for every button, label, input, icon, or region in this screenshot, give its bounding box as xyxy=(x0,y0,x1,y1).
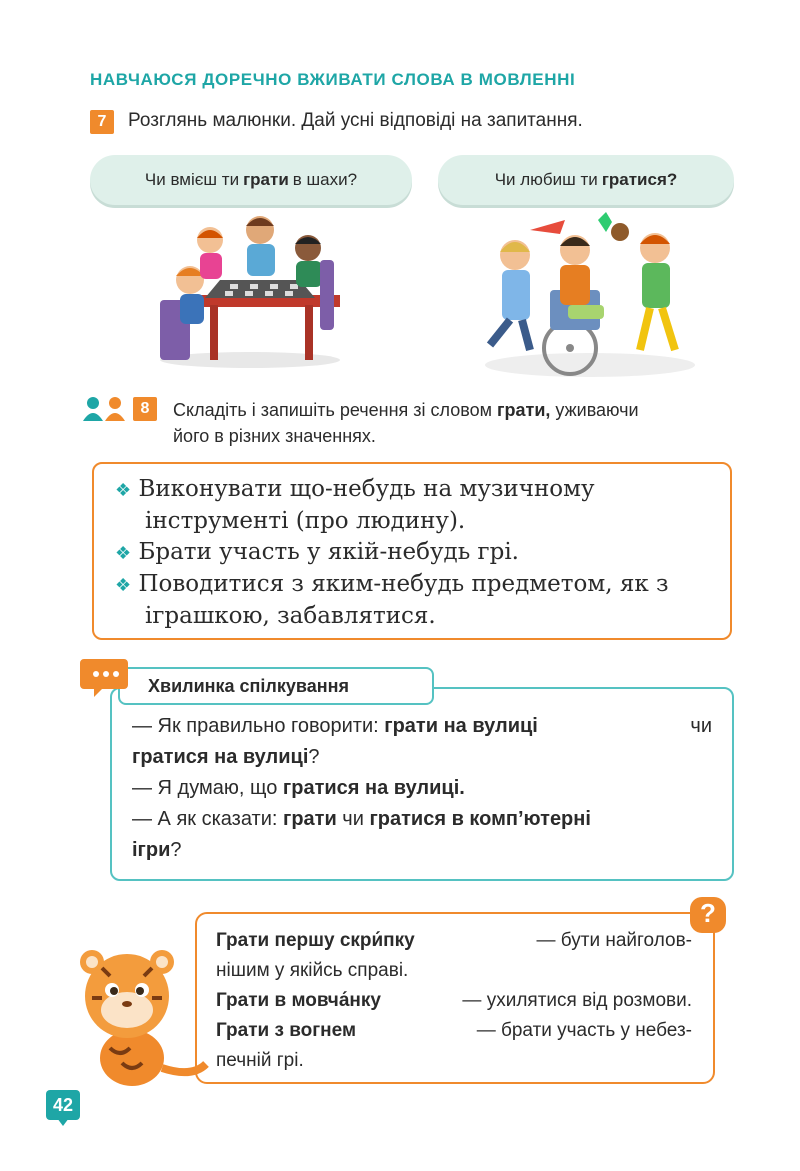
idioms-text xyxy=(216,926,692,1076)
task7-text: Розглянь малюнки. Дай усні відповіді на запитання. xyxy=(128,110,583,131)
dialog-l1-mid: чи xyxy=(690,715,712,737)
idiom-1-cont: нішим у якійсь справі. xyxy=(216,960,409,981)
question-bubble-play xyxy=(438,155,734,205)
idiom-1-phrase: Грати першу скри́пку xyxy=(216,930,415,951)
question-bubble-chess xyxy=(90,155,412,205)
meaning-item xyxy=(115,569,725,632)
idiom-1-line xyxy=(216,926,692,956)
page-number-tail-icon xyxy=(57,1118,69,1126)
chat-title: Хвилинка спілкування xyxy=(148,675,349,696)
speech-bubble-icon xyxy=(80,655,132,699)
task8-line1-post: уживаючи xyxy=(550,400,639,420)
idiom-3-line xyxy=(216,1016,692,1046)
pair-work-icon xyxy=(82,396,128,422)
dialog-l3-pre: — Я думаю, що xyxy=(132,777,283,799)
task8-keyword: грати, xyxy=(497,400,551,420)
idiom-2-phrase: Грати в мовча́нку xyxy=(216,990,381,1011)
meanings-list xyxy=(115,474,725,632)
idiom-3-phrase: Грати з вогнем xyxy=(216,1020,357,1041)
bubble-right-bold: гратися? xyxy=(601,170,678,189)
meaning-1-line2: інструменті (про людину). xyxy=(145,508,466,534)
meaning-1-line1: Виконувати що-небудь на музичному xyxy=(138,476,595,502)
task8-text xyxy=(173,397,639,449)
page-number: 42 xyxy=(46,1090,80,1120)
paw-bullet-icon: ❖ xyxy=(115,480,132,501)
meaning-item xyxy=(115,537,725,569)
meaning-3-line1: Поводитися з яким-небудь предметом, як з xyxy=(138,571,669,597)
idiom-3-meaning: — брати участь у небез- xyxy=(476,1020,692,1041)
dialog-l1-bold: грати на вулиці xyxy=(384,715,538,737)
dialog-line-2 xyxy=(132,742,712,773)
dialog-l2-post: ? xyxy=(308,746,320,768)
meaning-2-line1: Брати участь у якій-небудь грі. xyxy=(138,539,519,565)
dialog-line-3 xyxy=(132,773,712,804)
idiom-2-meaning: — ухилятися від розмови. xyxy=(462,990,692,1011)
tiger-mascot-illustration xyxy=(62,948,212,1088)
dialog-l4-pre: — А як сказати: xyxy=(132,808,283,830)
dialog-l4-mid: чи xyxy=(336,808,370,830)
bubble-left-pre: Чи вмієш ти xyxy=(144,170,240,189)
dialog-l5-post: ? xyxy=(170,839,182,861)
section-heading: НАВЧАЮСЯ ДОРЕЧНО ВЖИВАТИ СЛОВА В МОВЛЕННІ xyxy=(90,70,576,89)
bubble-right-pre: Чи любиш ти xyxy=(494,170,598,189)
paw-bullet-icon: ❖ xyxy=(115,575,132,596)
dialog-l1-pre: — Як правильно говорити: xyxy=(132,715,385,737)
dialog-line-4 xyxy=(132,804,712,835)
chat-dialog xyxy=(132,711,712,866)
dialog-l4-bold2: гратися в комп’ютерні xyxy=(369,808,591,830)
dialog-line-5 xyxy=(132,835,712,866)
meaning-3-line2: іграшкою, забавлятися. xyxy=(145,603,436,629)
dialog-l2-bold: гратися на вулиці xyxy=(132,746,309,768)
chat-title-tab xyxy=(118,667,434,705)
bubble-left-post: в шахи? xyxy=(292,170,358,189)
question-mark-text: ? xyxy=(700,898,716,928)
task-number-7: 7 xyxy=(90,110,114,134)
idiom-2-line xyxy=(216,986,692,1016)
task-number-8: 8 xyxy=(133,397,157,421)
task8-line2: його в різних значеннях. xyxy=(173,426,376,446)
kids-playing-illustration xyxy=(470,210,700,380)
idiom-1-meaning: — бути найголов- xyxy=(536,930,692,951)
dialog-l3-bold: гратися на вулиці. xyxy=(282,777,465,799)
dialog-line-1 xyxy=(132,711,712,742)
dialog-l4-bold1: грати xyxy=(282,808,337,830)
bubble-left-bold: грати xyxy=(243,170,289,189)
meaning-item xyxy=(115,474,725,537)
idiom-3-cont: печній грі. xyxy=(216,1050,304,1071)
task8-line1-pre: Складіть і запишіть речення зі словом xyxy=(173,400,497,420)
paw-bullet-icon: ❖ xyxy=(115,543,132,564)
chess-kids-illustration xyxy=(150,210,340,370)
dialog-l5-bold: ігри xyxy=(132,839,171,861)
